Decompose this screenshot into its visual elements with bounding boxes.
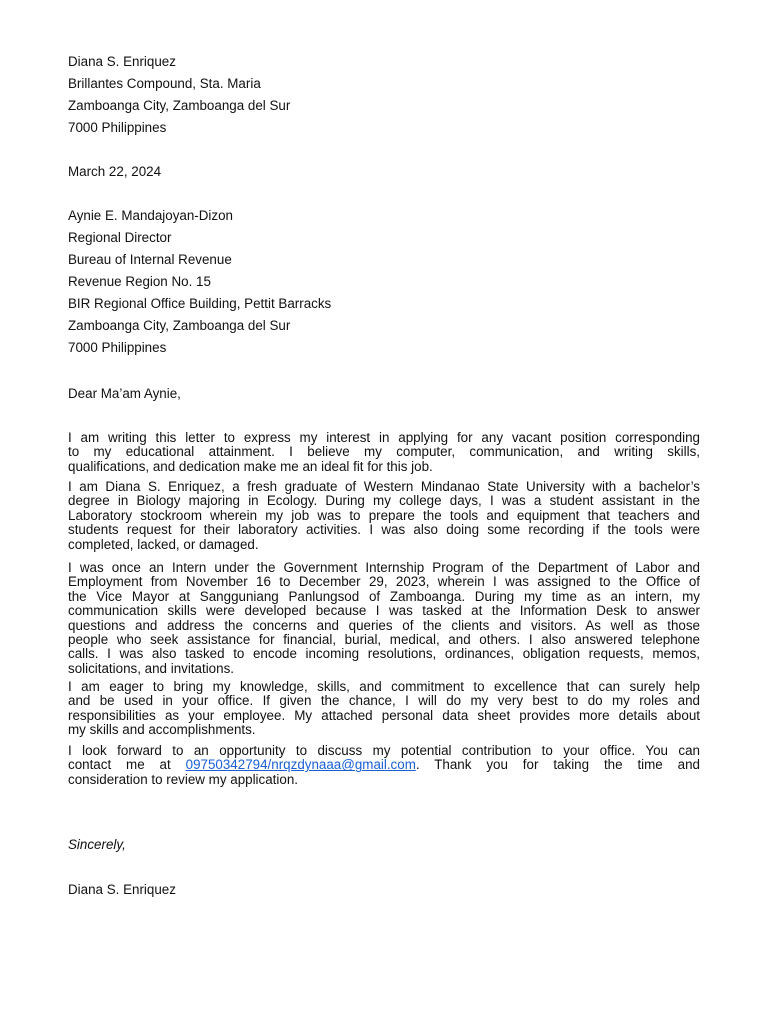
contact-suffix: . Thank you for taking the time and [415, 757, 700, 773]
recipient-line: BIR Regional Office Building, Pettit Barracks [68, 296, 332, 311]
paragraph-line: communication skills were developed because I was tasked at the Information Desk to answer [68, 603, 700, 619]
paragraph-line: Laboratory stockroom wherein my job was to prepare the tools and equipment that teachers and [68, 507, 700, 523]
paragraph-line: I am Diana S. Enriquez, a fresh graduate of Western Mindanao State University with a bachelor’s [68, 479, 700, 494]
sender-line: Diana S. Enriquez [68, 54, 176, 69]
paragraph-line: completed, lacked, or damaged. [68, 536, 259, 552]
recipient-line: Aynie E. Mandajoyan-Dizon [68, 208, 233, 223]
paragraph-line: consideration to review my application. [68, 771, 298, 787]
salutation: Dear Ma’am Aynie, [68, 386, 181, 401]
paragraph-line: responsibilities as your employee. My attached personal data sheet provides more details about [68, 707, 700, 723]
paragraph-line: and be used in your office. If given the chance, I will do my very best to do my roles and [68, 693, 700, 709]
body-paragraph-3 [68, 561, 700, 676]
paragraph-line: I am writing this letter to express my interest in applying for any vacant position corresponding [68, 430, 700, 445]
recipient-address [68, 205, 700, 359]
sender-line: Brillantes Compound, Sta. Maria [68, 76, 261, 91]
sender-line: 7000 Philippines [68, 120, 167, 135]
recipient-line: Revenue Region No. 15 [68, 274, 211, 289]
paragraph-line: students request for their laboratory activities. I was also doing some recording if the tools were [68, 522, 700, 538]
recipient-line: Bureau of Internal Revenue [68, 252, 232, 267]
sender-address [68, 51, 700, 139]
paragraph-line: solicitations, and invitations. [68, 660, 234, 676]
valediction: Sincerely, [68, 837, 126, 852]
letter-date: March 22, 2024 [68, 164, 162, 179]
paragraph-line: people who seek assistance for financial, burial, medical, and others. I also answered telephone [68, 631, 700, 647]
paragraph-line: the Vice Mayor at Sangguniang Panlungsod of Zamboanga. During my time as an intern, my [68, 588, 700, 604]
paragraph-line: qualifications, and dedication make me an ideal fit for this job. [68, 458, 433, 474]
recipient-line: Regional Director [68, 230, 172, 245]
contact-prefix: contact me at [68, 757, 171, 773]
paragraph-line: questions and address the concerns and queries of the clients and visitors. As well as those [68, 617, 700, 633]
paragraph-line: Employment from November 16 to December 29, 2023, wherein I was assigned to the Office of [68, 574, 700, 590]
recipient-line: Zamboanga City, Zamboanga del Sur [68, 318, 291, 333]
closing-paragraph [68, 744, 700, 787]
paragraph-line: to my educational attainment. I believe my computer, communication, and writing skills, [68, 444, 700, 460]
contact-line [68, 758, 700, 772]
signature-name: Diana S. Enriquez [68, 882, 176, 897]
paragraph-line: I look forward to an opportunity to discuss my potential contribution to your office. You can [68, 743, 700, 758]
paragraph-line: my skills and accomplishments. [68, 722, 256, 738]
contact-link[interactable]: 09750342794/nrqzdynaaa@gmail.com [185, 757, 416, 773]
paragraph-line: degree in Biology majoring in Ecology. During my college days, I was a student assistant in the [68, 493, 700, 509]
body-paragraph-2 [68, 480, 700, 552]
recipient-line: 7000 Philippines [68, 340, 167, 355]
body-paragraph-4 [68, 680, 700, 738]
body-paragraph-1 [68, 431, 700, 474]
sender-line: Zamboanga City, Zamboanga del Sur [68, 98, 291, 113]
paragraph-line: I was once an Intern under the Government Internship Program of the Department of Labor and [68, 560, 700, 575]
paragraph-line: calls. I was also tasked to encode incoming resolutions, ordinances, obligation requests, memos, [68, 646, 700, 662]
paragraph-line: I am eager to bring my knowledge, skills, and commitment to excellence that can surely help [68, 679, 700, 694]
